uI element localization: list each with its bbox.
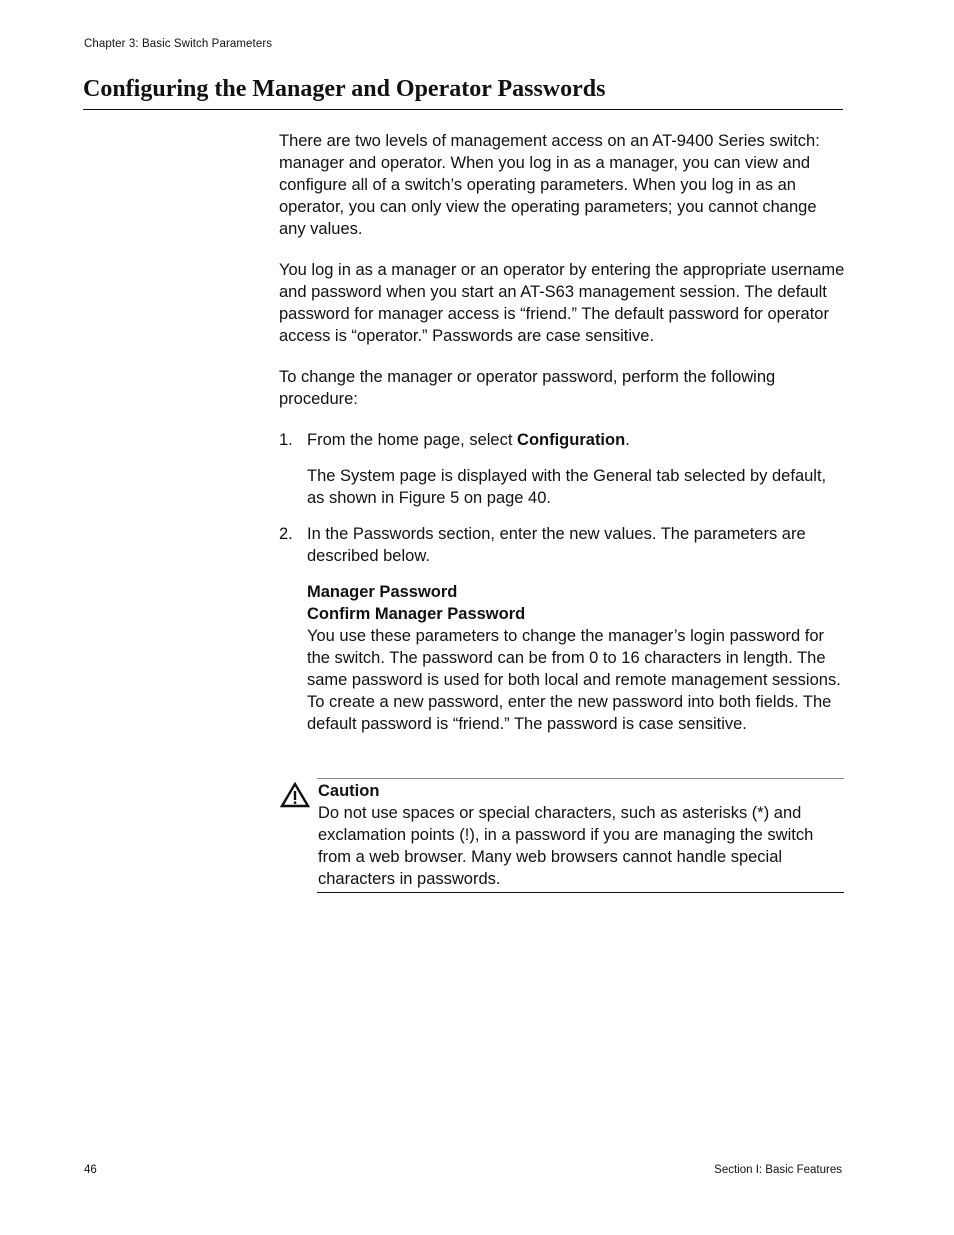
step-number: 1. bbox=[279, 431, 293, 449]
step-number: 2. bbox=[279, 525, 293, 543]
param-description: You use these parameters to change the manager’s login password for the switch. The password can be from 0 to 16 characters in length. The same password is used for both local and remote management sessions. To create a new password, enter the new password into both fields. The default password is “friend.” The password is case sensitive. bbox=[307, 627, 841, 733]
caution-box bbox=[317, 778, 844, 893]
main-content bbox=[279, 130, 845, 749]
param-confirm-manager-password: Confirm Manager Password bbox=[307, 605, 526, 623]
caution-title: Caution bbox=[318, 782, 380, 800]
step-result: The System page is displayed with the General tab selected by default, as shown in Figure 5 on page 40. bbox=[307, 467, 827, 507]
configuration-menu-name: Configuration bbox=[517, 431, 626, 449]
intro-paragraph: There are two levels of management access on an AT-9400 Series switch: manager and operator. When you log in as a manager, you can view and configure all of a switch’s operating parameters. When you log in as an operator, you can only view the operating parameters; you cannot change any values. bbox=[279, 132, 820, 238]
step-2 bbox=[279, 523, 845, 735]
step-text-before: From the home page, select bbox=[307, 431, 518, 449]
parameter-block bbox=[307, 581, 845, 735]
caution-notice bbox=[279, 778, 845, 892]
login-paragraph: You log in as a manager or an operator by entering the appropriate username and password when you start an AT-S63 management session. The default password for manager access is “friend.” The default password for operator access is “operator.” Passwords are case sensitive. bbox=[279, 261, 845, 345]
step-1 bbox=[279, 429, 845, 509]
param-manager-password: Manager Password bbox=[307, 583, 458, 601]
step-text bbox=[307, 429, 845, 451]
procedure-steps bbox=[279, 429, 845, 735]
running-head: Chapter 3: Basic Switch Parameters bbox=[84, 38, 273, 50]
footer-section-label: Section I: Basic Features bbox=[714, 1164, 842, 1176]
title-rule bbox=[83, 109, 843, 110]
procedure-intro: To change the manager or operator password, perform the following procedure: bbox=[279, 368, 776, 408]
step-text-after: . bbox=[625, 431, 630, 449]
step-text: In the Passwords section, enter the new values. The parameters are described below. bbox=[307, 525, 806, 565]
caution-text: Do not use spaces or special characters, such as asterisks (*) and exclamation points (!), in a password if you are managing the switch from a web browser. Many web browsers cannot handle special characters in passwords. bbox=[318, 804, 814, 888]
section-title: Configuring the Manager and Operator Passwords bbox=[83, 76, 606, 102]
warning-triangle-icon bbox=[280, 782, 310, 808]
page-number: 46 bbox=[84, 1164, 97, 1176]
